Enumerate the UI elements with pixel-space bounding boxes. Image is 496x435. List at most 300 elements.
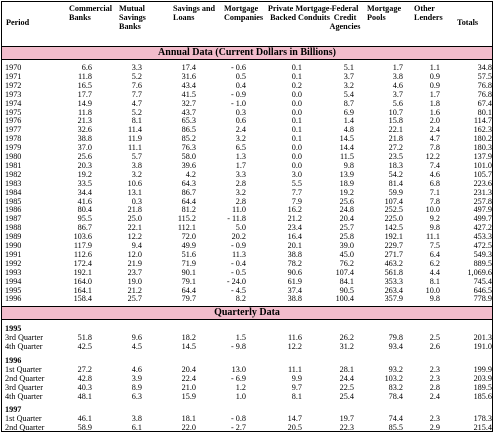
cell-commercial-banks: 32.6 (77, 125, 92, 135)
cell-other-lenders: 9.2 (429, 214, 440, 224)
cell-totals: 191.0 (473, 341, 492, 351)
cell-period: 1992 (5, 258, 22, 268)
cell-federal-credit-agencies: 45.0 (339, 249, 354, 259)
cell-federal-credit-agencies: 31.2 (339, 341, 354, 351)
cell-mutual-savings-banks: 12.2 (127, 232, 142, 242)
cell-mortgage-companies: 8.2 (235, 294, 246, 304)
cell-mutual-savings-banks: 5.2 (131, 107, 142, 117)
cell-mutual-savings-banks: 4.7 (131, 98, 142, 108)
cell-mortgage-companies: - 0.6 (230, 63, 246, 72)
cell-mutual-savings-banks: 3.9 (131, 373, 142, 383)
cell-period: 1993 (5, 267, 22, 277)
cell-commercial-banks: 11.8 (77, 107, 92, 117)
header-private-conduits: Private Mortgage-Backed Conduits (267, 4, 333, 22)
cell-federal-credit-agencies: 84.1 (339, 276, 354, 286)
cell-other-lenders: 6.4 (429, 249, 440, 259)
cell-savings-loans: 22.0 (181, 423, 196, 433)
cell-private-conduits: 16.4 (287, 232, 302, 242)
cell-private-conduits: 12.2 (287, 341, 302, 351)
cell-savings-loans: 64.3 (181, 178, 196, 188)
table-row (2, 153, 492, 162)
header-period: Period (6, 18, 30, 27)
cell-mortgage-companies: 2.8 (235, 196, 246, 206)
table-row (2, 384, 492, 393)
cell-savings-loans: 43.7 (181, 107, 196, 117)
cell-federal-credit-agencies: 19.7 (339, 414, 354, 424)
cell-mutual-savings-banks: 11.1 (127, 143, 142, 153)
table-row (2, 366, 492, 375)
cell-mortgage-pools: 27.2 (388, 143, 403, 153)
cell-totals: 76.8 (477, 80, 492, 90)
cell-mortgage-pools: 23.5 (388, 152, 403, 161)
cell-private-conduits: 7.7 (291, 187, 302, 197)
cell-mortgage-pools: 18.3 (388, 160, 403, 170)
cell-other-lenders: 7.8 (429, 196, 440, 206)
cell-mortgage-pools: 5.6 (392, 98, 403, 108)
cell-totals: 114.7 (473, 116, 492, 126)
cell-period: 1990 (5, 241, 22, 250)
cell-federal-credit-agencies: 28.1 (339, 364, 354, 374)
cell-mortgage-pools: 229.7 (384, 241, 403, 250)
cell-commercial-banks: 41.6 (77, 196, 92, 206)
cell-mortgage-companies: 11.0 (231, 205, 246, 215)
cell-totals: 453.3 (473, 232, 492, 242)
cell-other-lenders: 2.3 (429, 373, 440, 383)
cell-savings-loans: 71.9 (181, 258, 196, 268)
cell-federal-credit-agencies: 18.9 (339, 178, 354, 188)
cell-mutual-savings-banks: 3.8 (131, 160, 142, 170)
cell-mortgage-pools: 353.3 (384, 276, 403, 286)
cell-totals: 76.8 (477, 89, 492, 99)
cell-mutual-savings-banks: 10.6 (127, 178, 142, 188)
cell-private-conduits: 0.0 (291, 107, 302, 117)
annual-data-title: Annual Data (Current Dollars in Billions) (2, 46, 492, 60)
cell-private-conduits: 0.0 (291, 143, 302, 153)
cell-mortgage-companies: - 11.8 (227, 214, 246, 224)
table-row (2, 126, 492, 135)
cell-totals: 185.6 (473, 391, 492, 401)
cell-period: 1972 (5, 80, 22, 90)
cell-private-conduits: 0.1 (291, 63, 302, 72)
cell-mortgage-pools: 463.2 (384, 258, 403, 268)
cell-private-conduits: 20.5 (287, 423, 302, 433)
cell-totals: 34.8 (477, 63, 492, 72)
cell-period: 1st Quarter (5, 364, 42, 374)
table-row (2, 171, 492, 180)
cell-period: 1981 (5, 160, 22, 170)
cell-totals: 199.9 (473, 364, 492, 374)
cell-period: 1988 (5, 223, 22, 233)
cell-savings-loans: 65.3 (181, 116, 196, 126)
cell-savings-loans: 86.5 (181, 125, 196, 135)
table-row (2, 375, 492, 384)
cell-other-lenders: 6.2 (429, 258, 440, 268)
cell-mortgage-companies: 2.4 (235, 125, 246, 135)
cell-mortgage-companies: 0.4 (235, 80, 246, 90)
cell-savings-loans: 79.7 (181, 294, 196, 304)
cell-totals: 499.7 (473, 214, 492, 224)
cell-period: 1991 (5, 249, 22, 259)
cell-private-conduits: 7.9 (291, 196, 302, 206)
cell-other-lenders: 7.1 (429, 187, 440, 197)
cell-period: 4th Quarter (5, 391, 43, 401)
header-mortgage-companies: Mortgage Companies (224, 4, 264, 22)
cell-totals: 201.3 (473, 333, 492, 342)
cell-period: 1976 (5, 116, 22, 126)
cell-savings-loans: 17.4 (181, 63, 196, 72)
cell-private-conduits: 9.9 (291, 373, 302, 383)
cell-period: 1973 (5, 89, 22, 99)
cell-period: 3rd Quarter (5, 382, 43, 392)
cell-commercial-banks: 27.2 (77, 364, 92, 374)
cell-federal-credit-agencies: 76.2 (339, 258, 354, 268)
cell-commercial-banks: 58.9 (77, 423, 92, 433)
cell-mortgage-pools: 252.5 (384, 205, 403, 215)
cell-other-lenders: 7.8 (429, 143, 440, 153)
cell-mortgage-pools: 263.4 (384, 285, 403, 295)
cell-other-lenders: 7.5 (429, 241, 440, 250)
cell-federal-credit-agencies: 20.4 (339, 214, 354, 224)
cell-federal-credit-agencies: 14.4 (339, 143, 354, 153)
quarter-year-label: 1997 (5, 405, 22, 415)
cell-period: 1984 (5, 187, 22, 197)
cell-mutual-savings-banks: 25.7 (127, 294, 142, 304)
cell-mortgage-pools: 93.4 (388, 341, 403, 351)
cell-federal-credit-agencies: 19.2 (339, 187, 354, 197)
cell-period: 2nd Quarter (5, 423, 45, 433)
cell-mortgage-pools: 3.8 (392, 71, 403, 81)
cell-private-conduits: 14.7 (287, 414, 302, 424)
cell-mortgage-pools: 93.2 (388, 364, 403, 374)
cell-mortgage-companies: 13.0 (231, 364, 246, 374)
cell-mortgage-pools: 142.5 (384, 223, 403, 233)
cell-federal-credit-agencies: 13.9 (339, 169, 354, 179)
cell-mutual-savings-banks: 22.1 (127, 223, 142, 233)
cell-mortgage-pools: 81.4 (388, 178, 403, 188)
cell-mutual-savings-banks: 3.2 (131, 169, 142, 179)
cell-savings-loans: 76.3 (181, 143, 196, 153)
cell-totals: 1,069.6 (467, 267, 492, 277)
cell-other-lenders: 11.1 (425, 232, 440, 242)
cell-mortgage-companies: - 2.7 (230, 423, 246, 433)
cell-federal-credit-agencies: 26.2 (339, 333, 354, 342)
quarter-year-label: 1996 (5, 355, 22, 365)
cell-mortgage-companies: 6.5 (235, 143, 246, 153)
cell-mutual-savings-banks: 9.4 (131, 241, 142, 250)
cell-private-conduits: 78.2 (287, 258, 302, 268)
cell-commercial-banks: 164.1 (73, 285, 92, 295)
cell-commercial-banks: 172.4 (73, 258, 92, 268)
cell-commercial-banks: 25.6 (77, 152, 92, 161)
cell-commercial-banks: 38.8 (77, 134, 92, 144)
cell-mortgage-companies: 0.5 (235, 71, 246, 81)
cell-period: 1985 (5, 196, 22, 206)
cell-private-conduits: 9.7 (291, 382, 302, 392)
table-row (2, 100, 492, 109)
table-header (2, 2, 492, 48)
cell-mortgage-companies: 1.2 (235, 382, 246, 392)
cell-mortgage-companies: 3.2 (235, 134, 246, 144)
header-totals: Totals (457, 18, 479, 27)
cell-mortgage-pools: 74.4 (388, 414, 403, 424)
cell-commercial-banks: 17.7 (77, 89, 92, 99)
cell-mutual-savings-banks: 21.9 (127, 258, 142, 268)
cell-mortgage-pools: 192.1 (384, 232, 403, 242)
cell-mutual-savings-banks: 7.6 (131, 80, 142, 90)
cell-commercial-banks: 16.5 (77, 80, 92, 90)
cell-mortgage-companies: 3.2 (235, 187, 246, 197)
cell-private-conduits: 61.9 (287, 276, 302, 286)
cell-other-lenders: 4.6 (429, 169, 440, 179)
cell-other-lenders: 9.8 (429, 223, 440, 233)
table-row (2, 109, 492, 118)
cell-federal-credit-agencies: 25.8 (339, 232, 354, 242)
cell-savings-loans: 32.7 (181, 98, 196, 108)
cell-mutual-savings-banks: 21.8 (127, 205, 142, 215)
cell-mortgage-companies: 1.7 (235, 160, 246, 170)
cell-other-lenders: 2.8 (429, 382, 440, 392)
cell-commercial-banks: 42.5 (77, 341, 92, 351)
cell-savings-loans: 4.2 (185, 169, 196, 179)
cell-federal-credit-agencies: 25.6 (339, 196, 354, 206)
cell-federal-credit-agencies: 24.8 (339, 205, 354, 215)
cell-mortgage-companies: 1.5 (235, 333, 246, 342)
cell-period: 1987 (5, 214, 22, 224)
cell-federal-credit-agencies: 100.4 (335, 294, 354, 304)
header-other-lenders: Other Lenders (414, 4, 443, 22)
cell-other-lenders: 1.1 (429, 63, 440, 72)
cell-savings-loans: 43.4 (181, 80, 196, 90)
table-row (2, 415, 492, 424)
cell-period: 1970 (5, 63, 22, 72)
cell-savings-loans: 31.6 (181, 71, 196, 81)
cell-period: 4th Quarter (5, 341, 43, 351)
cell-savings-loans: 18.2 (181, 333, 196, 342)
cell-other-lenders: 7.4 (429, 160, 440, 170)
cell-totals: 180.2 (473, 134, 492, 144)
cell-savings-loans: 85.2 (181, 134, 196, 144)
cell-mortgage-companies: 1.3 (235, 152, 246, 161)
table-row (2, 180, 492, 189)
cell-mortgage-companies: 1.0 (235, 391, 246, 401)
cell-totals: 745.4 (473, 276, 492, 286)
cell-commercial-banks: 46.1 (77, 414, 92, 424)
cell-totals: 203.9 (473, 373, 492, 383)
cell-totals: 257.8 (473, 196, 492, 206)
cell-commercial-banks: 112.6 (73, 249, 92, 259)
cell-mortgage-companies: - 6.9 (230, 373, 246, 383)
table-row (2, 64, 492, 73)
cell-mortgage-companies: 20.2 (231, 232, 246, 242)
cell-mortgage-pools: 85.5 (388, 423, 403, 433)
table-row (2, 73, 492, 82)
table-row (2, 334, 492, 343)
header-federal-credit-agencies: Federal Credit Agencies (329, 4, 361, 31)
cell-mortgage-pools: 15.8 (388, 116, 403, 126)
cell-commercial-banks: 95.5 (77, 214, 92, 224)
table-row (2, 91, 492, 100)
cell-period: 1975 (5, 107, 22, 117)
cell-commercial-banks: 6.6 (81, 63, 92, 72)
cell-private-conduits: 0.2 (291, 80, 302, 90)
cell-other-lenders: 8.1 (429, 276, 440, 286)
cell-private-conduits: 11.6 (287, 333, 302, 342)
cell-totals: 215.4 (473, 423, 492, 433)
cell-private-conduits: 5.5 (291, 178, 302, 188)
cell-other-lenders: 2.3 (429, 414, 440, 424)
cell-private-conduits: 0.0 (291, 89, 302, 99)
cell-federal-credit-agencies: 5.1 (343, 63, 354, 72)
cell-other-lenders: 6.8 (429, 178, 440, 188)
cell-other-lenders: 2.3 (429, 364, 440, 374)
cell-mortgage-pools: 59.9 (388, 187, 403, 197)
cell-period: 2nd Quarter (5, 373, 45, 383)
header-mutual-savings-banks: Mutual Savings Banks (119, 4, 146, 31)
cell-period: 1980 (5, 152, 22, 161)
cell-private-conduits: 16.2 (287, 205, 302, 215)
cell-mutual-savings-banks: 4.6 (131, 364, 142, 374)
cell-savings-loans: 90.1 (181, 267, 196, 277)
cell-mortgage-companies: 2.8 (235, 178, 246, 188)
cell-mortgage-companies: - 0.8 (230, 414, 246, 424)
cell-federal-credit-agencies: 22.5 (339, 382, 354, 392)
cell-savings-loans: 72.0 (181, 232, 196, 242)
cell-mortgage-pools: 79.8 (388, 333, 403, 342)
cell-period: 1978 (5, 134, 22, 144)
cell-totals: 646.5 (473, 285, 492, 295)
cell-private-conduits: 20.1 (287, 241, 302, 250)
cell-totals: 778.9 (473, 294, 492, 304)
cell-totals: 57.5 (477, 71, 492, 81)
cell-private-conduits: 0.1 (291, 134, 302, 144)
cell-mortgage-pools: 4.6 (392, 80, 403, 90)
cell-other-lenders: 2.0 (429, 116, 440, 126)
cell-period: 1st Quarter (5, 414, 42, 424)
cell-savings-loans: 81.2 (181, 205, 196, 215)
cell-mortgage-companies: - 0.9 (230, 241, 246, 250)
cell-private-conduits: 0.1 (291, 71, 302, 81)
cell-savings-loans: 115.2 (177, 214, 196, 224)
cell-savings-loans: 58.0 (181, 152, 196, 161)
cell-mortgage-pools: 78.4 (388, 391, 403, 401)
cell-period: 1977 (5, 125, 22, 135)
cell-mortgage-companies: - 24.0 (226, 276, 246, 286)
cell-mortgage-companies: 0.3 (235, 107, 246, 117)
cell-private-conduits: 0.1 (291, 116, 302, 126)
cell-totals: 101.0 (473, 160, 492, 170)
cell-mortgage-pools: 225.0 (384, 214, 403, 224)
table-row (2, 206, 492, 215)
cell-commercial-banks: 33.5 (77, 178, 92, 188)
cell-federal-credit-agencies: 4.8 (343, 125, 354, 135)
cell-mortgage-companies: 3.3 (235, 169, 246, 179)
cell-savings-loans: 15.9 (181, 391, 196, 401)
cell-savings-loans: 39.6 (181, 160, 196, 170)
cell-period: 1996 (5, 294, 22, 304)
cell-commercial-banks: 34.4 (77, 187, 92, 197)
cell-commercial-banks: 48.1 (77, 391, 92, 401)
header-mortgage-pools: Mortgage Pools (367, 4, 402, 22)
cell-period: 1994 (5, 276, 22, 286)
cell-other-lenders: 2.4 (429, 391, 440, 401)
cell-period: 1974 (5, 98, 22, 108)
table-row (2, 198, 492, 207)
cell-savings-loans: 21.0 (181, 382, 196, 392)
cell-commercial-banks: 51.8 (77, 333, 92, 342)
cell-totals: 427.2 (473, 223, 492, 233)
cell-federal-credit-agencies: 14.5 (339, 134, 354, 144)
cell-other-lenders: 2.9 (429, 423, 440, 433)
cell-mutual-savings-banks: 21.2 (127, 285, 142, 295)
cell-commercial-banks: 158.4 (73, 294, 92, 304)
quarterly-data-title: Quarterly Data (2, 306, 492, 320)
cell-totals: 67.4 (477, 98, 492, 108)
cell-savings-loans: 112.1 (177, 223, 196, 233)
cell-mutual-savings-banks: 6.3 (131, 391, 142, 401)
cell-totals: 189.5 (473, 382, 492, 392)
cell-savings-loans: 64.4 (181, 196, 196, 206)
cell-private-conduits: 38.8 (287, 249, 302, 259)
cell-commercial-banks: 11.8 (77, 71, 92, 81)
cell-other-lenders: 2.4 (429, 125, 440, 135)
cell-mortgage-companies: - 0.9 (230, 89, 246, 99)
cell-other-lenders: 10.0 (425, 205, 440, 215)
cell-savings-loans: 18.1 (181, 414, 196, 424)
cell-mutual-savings-banks: 5.2 (131, 71, 142, 81)
cell-commercial-banks: 164.0 (73, 276, 92, 286)
cell-mortgage-companies: - 9.8 (230, 341, 246, 351)
cell-totals: 549.3 (473, 249, 492, 259)
cell-private-conduits: 8.1 (291, 391, 302, 401)
cell-commercial-banks: 86.7 (77, 223, 92, 233)
cell-totals: 231.3 (473, 187, 492, 197)
header-commercial-banks: Commercial Banks (69, 4, 113, 22)
cell-commercial-banks: 42.8 (77, 373, 92, 383)
cell-commercial-banks: 103.6 (73, 232, 92, 242)
cell-federal-credit-agencies: 25.4 (339, 391, 354, 401)
cell-mortgage-pools: 21.8 (388, 134, 403, 144)
cell-other-lenders: 2.5 (429, 333, 440, 342)
cell-federal-credit-agencies: 9.8 (343, 160, 354, 170)
cell-mortgage-companies: - 0.4 (230, 258, 246, 268)
cell-mutual-savings-banks: 7.7 (131, 89, 142, 99)
cell-private-conduits: 21.2 (287, 214, 302, 224)
cell-other-lenders: 1.6 (429, 107, 440, 117)
cell-mutual-savings-banks: 13.1 (127, 187, 142, 197)
cell-commercial-banks: 80.4 (77, 205, 92, 215)
cell-private-conduits: 3.0 (291, 169, 302, 179)
cell-commercial-banks: 19.2 (77, 169, 92, 179)
cell-mortgage-pools: 103.2 (384, 373, 403, 383)
cell-mortgage-pools: 561.8 (384, 267, 403, 277)
cell-savings-loans: 51.6 (181, 249, 196, 259)
cell-mortgage-companies: - 4.5 (230, 285, 246, 295)
cell-private-conduits: 11.1 (287, 364, 302, 374)
cell-mortgage-companies: 5.0 (235, 223, 246, 233)
cell-period: 1971 (5, 71, 22, 81)
table-row (2, 162, 492, 171)
table-row (2, 215, 492, 224)
table-row (2, 343, 492, 352)
cell-federal-credit-agencies: 11.5 (339, 152, 354, 161)
cell-mortgage-pools: 54.2 (388, 169, 403, 179)
cell-totals: 80.1 (477, 107, 492, 117)
cell-savings-loans: 79.1 (181, 276, 196, 286)
cell-period: 1989 (5, 232, 22, 242)
cell-mutual-savings-banks: 25.0 (127, 214, 142, 224)
cell-mutual-savings-banks: 5.7 (131, 152, 142, 161)
cell-period: 1982 (5, 169, 22, 179)
